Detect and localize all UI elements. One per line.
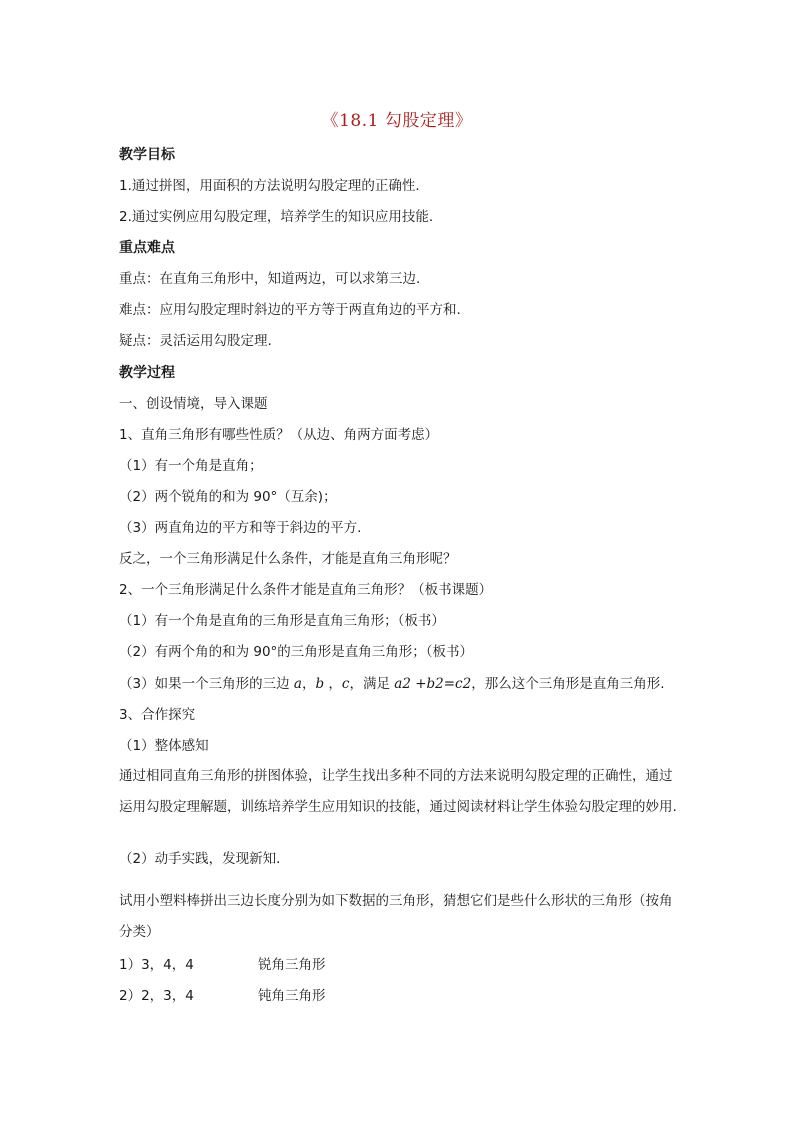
objectives-heading: 教学目标	[119, 147, 175, 163]
step-title: 一、创设情境，导入课题	[119, 396, 268, 412]
objective-item: 2.通过实例应用勾股定理，培养学生的知识应用技能.	[119, 209, 434, 225]
question-3-sub: （2）动手实践，发现新知.	[119, 851, 281, 867]
body-paragraph: 试用小塑料棒拼出三边长度分别为如下数据的三角形，猜想它们是些什么形状的三角形（按角分类）	[119, 893, 673, 940]
example-type: 钝角三角形	[258, 988, 326, 1004]
keypoint-item: 难点：应用勾股定理时斜边的平方等于两直角边的平方和.	[119, 302, 461, 318]
side-b: b	[315, 676, 325, 692]
example-sides: 1）3，4，4	[119, 957, 194, 973]
example-row	[119, 986, 194, 1006]
item3-sep: ，	[324, 676, 342, 692]
document-title: 《18.1 勾股定理》	[321, 111, 473, 131]
question-2: 2、一个三角形满足什么条件才能是直角三角形？（板书课题）	[119, 582, 493, 598]
example-type: 锐角三角形	[258, 957, 326, 973]
example-sides: 2）2，3，4	[119, 988, 194, 1004]
side-a: a	[293, 676, 302, 692]
reverse-question: 反之，一个三角形满足什么条件，才能是直角三角形呢？	[119, 551, 457, 567]
item3-suffix: ，那么这个三角形是直角三角形.	[471, 676, 665, 692]
keypoint-item: 重点：在直角三角形中，知道两边，可以求第三边.	[119, 271, 421, 287]
pythagorean-formula: a2 +b2=c2	[394, 676, 472, 692]
process-heading: 教学过程	[119, 365, 175, 381]
question-1: 1、直角三角形有哪些性质？（从边、角两方面考虑）	[119, 427, 439, 443]
body-paragraph: 通过相同直角三角形的拼图体验，让学生找出多种不同的方法来说明勾股定理的正确性，通过运用勾股定理解题，训练培养学生应用知识的技能，通过阅读材料让学生体验勾股定理的妙用.	[119, 768, 677, 815]
question-3: 3、合作探究	[119, 707, 196, 723]
question-1-item: （3）两直角边的平方和等于斜边的平方.	[119, 520, 362, 536]
question-2-item: （1）有一个角是直角的三角形是直角三角形；（板书）	[119, 613, 445, 629]
question-2-item: （2）有两个角的和为 90°的三角形是直角三角形；（板书）	[119, 644, 474, 660]
question-3-sub: （1）整体感知	[119, 738, 209, 754]
question-1-item: （2）两个锐角的和为 90°（互余)；	[119, 489, 337, 505]
item3-mid: ，满足	[349, 676, 395, 692]
example-row	[119, 955, 194, 975]
item3-sep: ，	[301, 676, 316, 692]
item3-prefix: （3）如果一个三角形的三边	[119, 676, 294, 692]
side-c: c	[341, 676, 350, 692]
question-1-item: （1）有一个角是直角；	[119, 458, 263, 474]
keypoints-heading: 重点难点	[119, 240, 175, 256]
keypoint-item: 疑点：灵活运用勾股定理.	[119, 333, 272, 349]
objective-item: 1.通过拼图，用面积的方法说明勾股定理的正确性.	[119, 178, 420, 194]
question-2-item-3	[119, 674, 665, 694]
